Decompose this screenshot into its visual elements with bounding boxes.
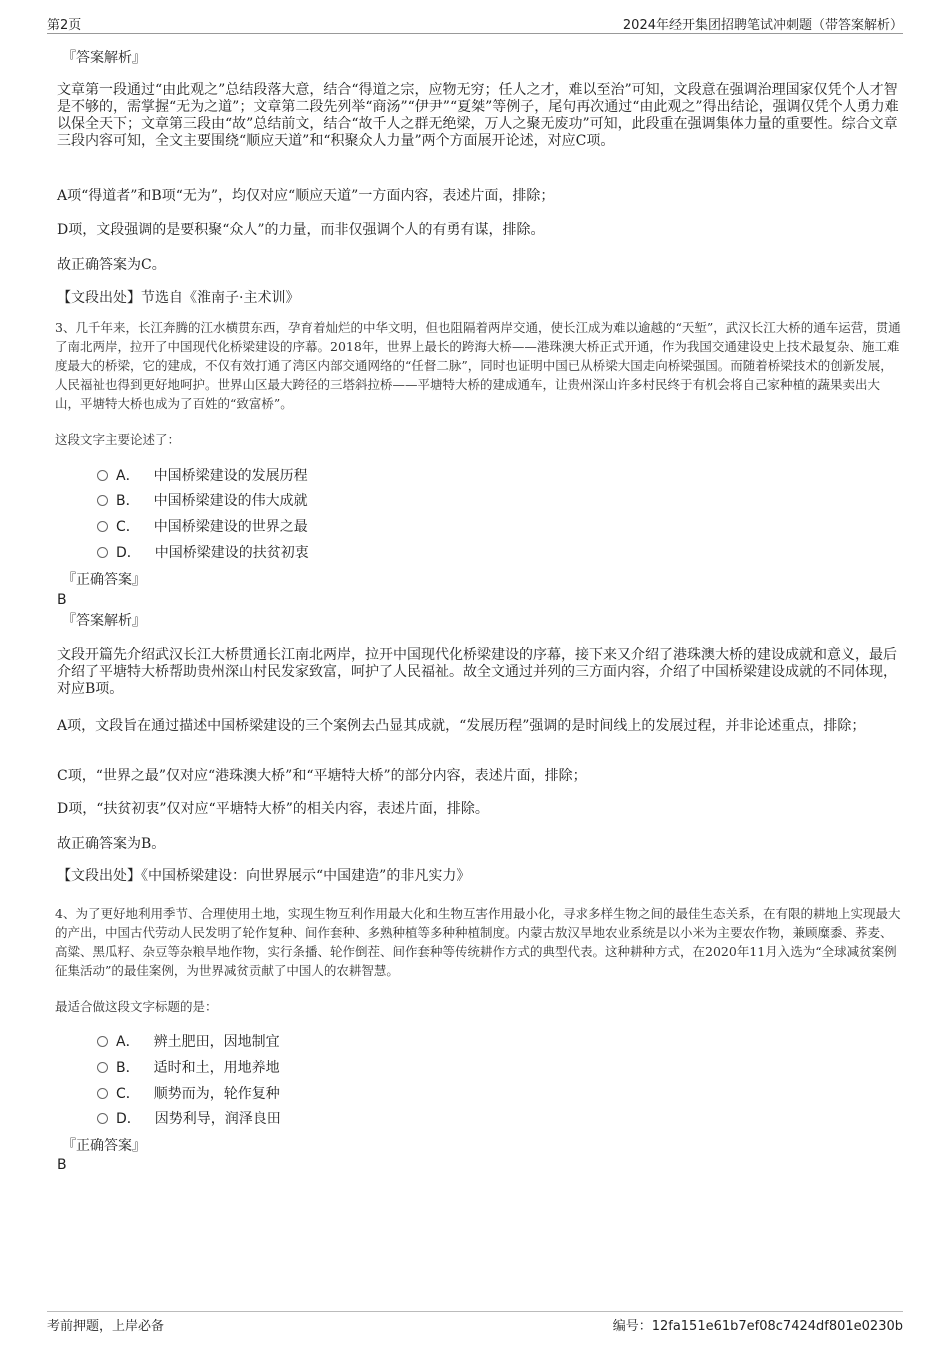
q2-analysis-p1: 文章第一段通过“由此观之”总结段落大意，结合“得道之宗，应物无穷；任人之才，难以至治”可知，文段意在强调治理国家仅凭个人才智是不够的，需掌握“无为之道”；文章第二段先列举“商汤”“伊尹”“夏桀”等例子，尾句再次通过“由此观之”得出结论，强调仅凭个人勇力难以保全天下；文章第三段由“故”总结前文，结合“故千人之群无绝梁，万人之聚无废功”可知，此段重在强调集体力量的重要性。综合文章三段内容可知，全文主要围绕“顺应天道”和“积聚众人力量”两个方面展开论述，对应C项。 [57,82,899,149]
q3-answer: B [57,592,67,608]
q2-source: 【文段出处】节选自《淮南子·主术训》 [57,290,300,306]
q2-analysis-p3: D项，文段强调的是要积聚“众人”的力量，而非仅强调个人的有勇有谋，排除。 [57,222,545,238]
q3-analysis-p1: 文段开篇先介绍武汉长江大桥贯通长江南北两岸，拉开中国现代化桥梁建设的序幕，接下来又介绍了港珠澳大桥的建设成就和意义，最后介绍了平塘特大桥帮助贵州深山村民发家致富，呵护了人民福祉。故全文通过并列的三方面内容，介绍了中国桥梁建设成就的不同体现，对应B项。 [57,647,897,697]
radio-icon[interactable] [97,1113,108,1124]
q3-source: 【文段出处】《中国桥梁建设：向世界展示“中国建造”的非凡实力》 [57,868,471,884]
footer-divider [47,1311,903,1312]
q4-stem: 4、为了更好地利用季节、合理使用土地，实现生物互利作用最大化和生物互害作用最小化，寻求多样生物之间的最佳生态关系，在有限的耕地上实现最大的产出，中国古代劳动人民发明了轮作复种、间作套种、多熟种植等多种种植制度。内蒙古敖汉旱地农业系统是以小米为主要农作物，兼顾糜黍、荞麦、高粱、黑瓜籽、杂豆等杂粮旱地作物，实行条播、轮作倒茬、间作套种等传统耕作方式的典型代表。这种耕种方式，在2020年11月入选为“全球减贫案例征集活动”的最佳案例，为世界减贫贡献了中国人的农耕智慧。 [55,906,901,978]
q3-analysis-p3: C项，“世界之最”仅对应“港珠澳大桥”和“平塘特大桥”的部分内容，表述片面，排除； [57,768,587,784]
q3-stem: 3、几千年来，长江奔腾的江水横贯东西，孕育着灿烂的中华文明，但也阻隔着两岸交通，使长江成为难以逾越的“天堑”，武汉长江大桥的通车运营，贯通了南北两岸，拉开了中国现代化桥梁建设的序幕。2018年，世界上最长的跨海大桥——港珠澳大桥正式开通，作为我国交通建设史上技术最复杂、施工难度最大的桥梁，它的建成，不仅有效打通了湾区内部交通网络的“任督二脉”，同时也证明中国已从桥梁大国走向桥梁强国。而随着桥梁技术的创新发展，人民福祉也得到更好地呵护。世界山区最大跨径的三塔斜拉桥——平塘特大桥的建成通车，让贵州深山许多村民终于有机会将自己家种植的蔬果卖出大山，平塘特大桥也成为了百姓的“致富桥”。 [55,320,901,411]
q4-option-c[interactable]: C． 顺势而为，轮作复种 [97,1085,280,1103]
q2-analysis-p4: 故正确答案为C。 [57,257,166,273]
radio-icon[interactable] [97,1088,108,1099]
q3-analysis-p5: 故正确答案为B。 [57,836,166,852]
q3-analysis-p4: D项，“扶贫初衷”仅对应“平塘特大桥”的相关内容，表述片面，排除。 [57,801,489,817]
q4-option-b[interactable]: B． 适时和土，用地养地 [97,1059,280,1077]
q2-analysis-label: 『答案解析』 [62,50,146,66]
q3-option-b[interactable]: B． 中国桥梁建设的伟大成就 [97,492,308,510]
q4-option-a[interactable]: A． 辨土肥田，因地制宜 [97,1033,280,1051]
q3-option-d[interactable]: D． 中国桥梁建设的扶贫初衷 [97,544,309,562]
document-id: 编号：12fa151e61b7ef08c7424df801e0230b [612,1319,903,1334]
q3-analysis-p2: A项，文段旨在通过描述中国桥梁建设的三个案例去凸显其成就，“发展历程”强调的是时间线上的发展过程，并非论述重点，排除； [57,718,866,734]
q4-answer: B [57,1157,67,1173]
q3-option-c[interactable]: C． 中国桥梁建设的世界之最 [97,518,308,536]
radio-icon[interactable] [97,547,108,558]
q3-analysis-label: 『答案解析』 [62,613,146,629]
q4-option-d[interactable]: D． 因势利导，润泽良田 [97,1110,281,1128]
page-number: 第2页 [47,18,82,33]
q3-answer-label: 『正确答案』 [62,572,146,588]
q3-option-a[interactable]: A． 中国桥梁建设的发展历程 [97,467,308,485]
radio-icon[interactable] [97,1062,108,1073]
radio-icon[interactable] [97,521,108,532]
radio-icon[interactable] [97,1036,108,1047]
radio-icon[interactable] [97,495,108,506]
q2-analysis-p2: A项“得道者”和B项“无为”，均仅对应“顺应天道”一方面内容，表述片面，排除； [57,188,555,204]
document-title: 2024年经开集团招聘笔试冲刺题（带答案解析） [622,18,903,33]
footer-slogan: 考前押题，上岸必备 [47,1319,165,1334]
q3-question: 这段文字主要论述了： [55,432,181,447]
q4-question: 最适合做这段文字标题的是： [55,999,218,1014]
header-divider [47,33,903,34]
radio-icon[interactable] [97,470,108,481]
page-header [47,14,903,32]
q4-answer-label: 『正确答案』 [62,1138,146,1154]
